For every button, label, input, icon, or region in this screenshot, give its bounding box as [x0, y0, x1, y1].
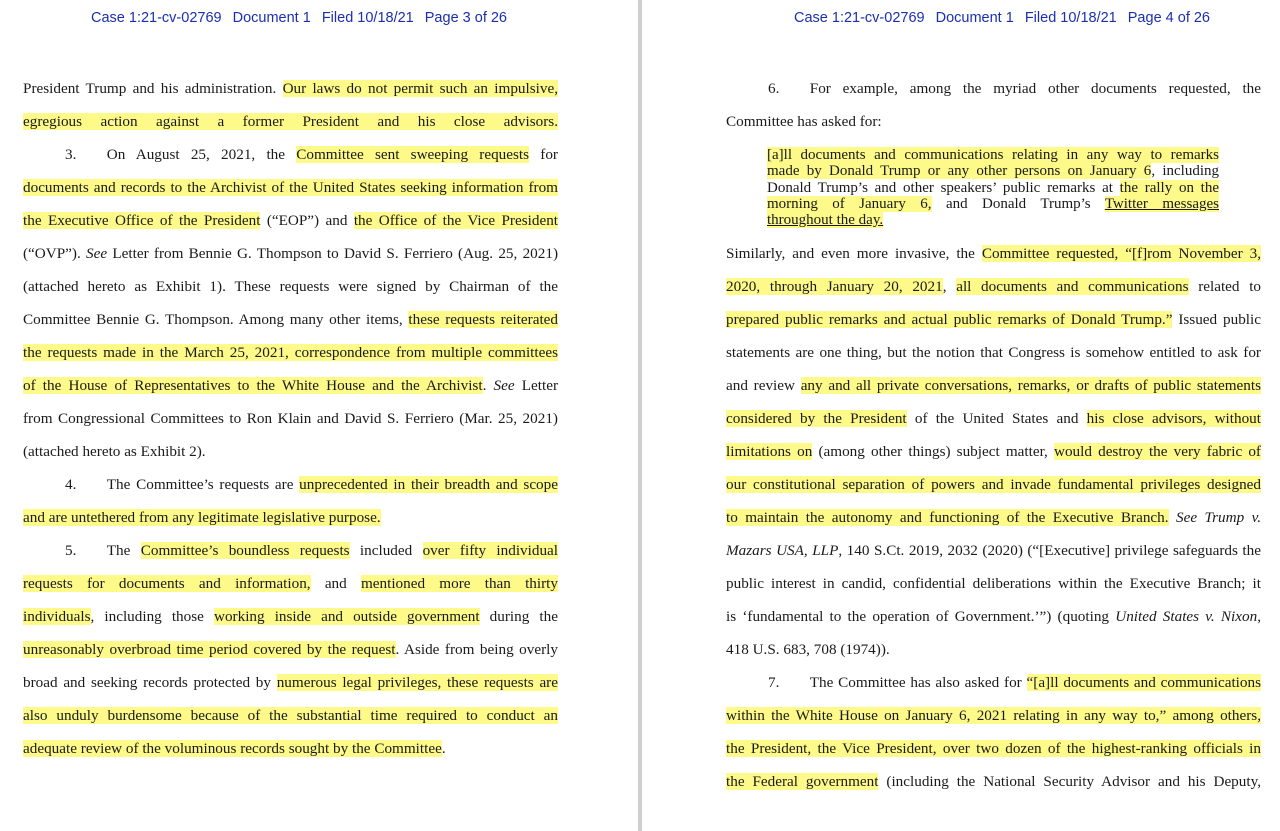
- highlighted-text: adequate review of the voluminous records sought by the Committee: [23, 740, 442, 757]
- text-segment: included: [349, 542, 423, 559]
- text-segment: from Congressional Committees to Ron Klain and David S. Ferriero (Mar. 25, 2021): [23, 410, 558, 427]
- text-segment: (among other things) subject matter,: [812, 443, 1054, 460]
- text-line: [23, 442, 558, 462]
- text-line: [23, 79, 558, 99]
- document-number: Document 1: [232, 10, 311, 26]
- text-segment: 6. For example, among the myriad other documents requested, the: [768, 80, 1261, 97]
- filed-date: Filed 10/18/21: [321, 10, 414, 26]
- text-segment: United States v. Nixon: [1115, 608, 1258, 625]
- text-segment: (including the National Security Advisor and his Deputy,: [878, 773, 1261, 790]
- text-line: [726, 706, 1261, 726]
- text-line: [726, 376, 1261, 396]
- text-segment: for: [529, 146, 558, 163]
- text-line: [726, 79, 1261, 99]
- text-segment: statements are one thing, but the notion that Congress is somehow entitled to ask for: [726, 344, 1261, 361]
- highlighted-text: numerous legal privileges, these requests are: [276, 674, 558, 691]
- text-segment: Letter from Bennie G. Thompson to David S. Ferriero (Aug. 25, 2021): [107, 245, 558, 262]
- text-segment: See: [493, 377, 515, 394]
- text-line: [23, 706, 558, 726]
- text-line: [767, 180, 1219, 197]
- text-segment: Similarly, and even more invasive, the: [726, 245, 982, 262]
- text-line: [23, 607, 558, 627]
- text-line: [23, 211, 558, 231]
- highlighted-text: morning of January 6,: [767, 196, 932, 212]
- highlighted-text: Twitter messages: [1104, 196, 1219, 212]
- text-line: [23, 739, 558, 759]
- text-line: [23, 343, 558, 363]
- text-segment: (“EOP”) and: [260, 212, 354, 229]
- text-line: [23, 277, 558, 297]
- highlighted-text: to maintain the autonomy and functioning of the Executive Branch.: [726, 509, 1169, 526]
- highlighted-text: the Federal government: [726, 773, 879, 790]
- text-segment: .: [482, 377, 494, 394]
- highlighted-text: Committee requested, “[f]rom November 3,: [981, 245, 1261, 262]
- highlighted-text: over fifty individual: [422, 542, 558, 559]
- text-segment: See Trump v.: [1176, 509, 1262, 526]
- highlighted-text: any and all private conversations, remarks, or drafts of public statements: [800, 377, 1261, 394]
- text-line: [23, 310, 558, 330]
- highlighted-text: mentioned more than thirty: [360, 575, 558, 592]
- filed-date: Filed 10/18/21: [1024, 10, 1117, 26]
- text-segment: ,: [1257, 608, 1261, 625]
- text-line: [23, 376, 558, 396]
- highlighted-text: the Executive Office of the President: [23, 212, 261, 229]
- highlighted-text: Committee’s boundless requests: [140, 542, 350, 559]
- highlighted-text: made by Donald Trump or any other persons on January 6: [767, 163, 1152, 179]
- highlighted-text: [a]ll documents and communications relating in any way to remarks: [767, 147, 1219, 163]
- text-line: [726, 475, 1261, 495]
- highlighted-text: considered by the President: [726, 410, 907, 427]
- text-line: [726, 409, 1261, 429]
- highlighted-text: and are untethered from any legitimate legislative purpose.: [23, 509, 381, 526]
- text-segment: , 140 S.Ct. 2019, 2032 (2020) (“[Executive] privilege safeguards the: [838, 542, 1261, 559]
- text-line: [726, 244, 1261, 264]
- page-header: [0, 10, 638, 26]
- highlighted-text: unprecedented in their breadth and scope: [299, 476, 558, 493]
- highlighted-text: documents and records to the Archivist of the United States seeking information from: [23, 179, 558, 196]
- highlighted-text: unreasonably overbroad time period covered by the request: [23, 641, 396, 658]
- highlighted-text: also unduly burdensome because of the substantial time required to conduct an: [23, 707, 558, 724]
- text-segment: and: [310, 575, 361, 592]
- document-page-right: [642, 0, 1280, 831]
- text-segment: Donald Trump’s and other speakers’ public remarks at: [767, 180, 1120, 196]
- text-line: [23, 640, 558, 660]
- text-segment: is ‘fundamental to the operation of Government.’”) (quoting: [726, 608, 1116, 625]
- text-line: [23, 541, 558, 561]
- text-line: [726, 541, 1261, 561]
- text-line: [726, 673, 1261, 693]
- highlighted-text: these requests reiterated: [408, 311, 559, 328]
- document-page-left: [0, 0, 638, 831]
- text-segment: and Donald Trump’s: [931, 196, 1105, 212]
- page-header: [642, 10, 1280, 26]
- highlighted-text: throughout the day.: [767, 212, 884, 228]
- highlighted-text: limitations on: [726, 443, 813, 460]
- text-line: [767, 147, 1219, 164]
- highlighted-text: the requests made in the March 25, 2021, correspondence from multiple committees: [23, 344, 558, 361]
- text-segment: 3. On August 25, 2021, the: [65, 146, 297, 163]
- document-number: Document 1: [935, 10, 1014, 26]
- text-line: [23, 475, 558, 495]
- highlighted-text: would destroy the very fabric of: [1053, 443, 1261, 460]
- text-segment: . Aside from being overly: [395, 641, 558, 658]
- highlighted-text: individuals: [23, 608, 91, 625]
- text-line: [726, 310, 1261, 330]
- text-segment: 418 U.S. 683, 708 (1974)).: [726, 641, 890, 658]
- text-segment: Committee Bennie G. Thompson. Among many other items,: [23, 311, 409, 328]
- highlighted-text: of the House of Representatives to the White House and the Archivist: [23, 377, 483, 394]
- text-segment: of the United States and: [906, 410, 1087, 427]
- text-line: [23, 574, 558, 594]
- text-segment: See: [86, 245, 108, 262]
- text-line: [23, 508, 558, 528]
- highlighted-text: “[a]ll documents and communications: [1026, 674, 1261, 691]
- case-number: Case 1:21-cv-02769: [91, 10, 222, 26]
- text-segment: public interest in candid, confidential deliberations within the Executive Branch; it: [726, 575, 1261, 592]
- text-line: [726, 508, 1261, 528]
- highlighted-text: Committee sent sweeping requests: [296, 146, 530, 163]
- text-segment: Committee has asked for:: [726, 113, 882, 130]
- highlighted-text: the President, the Vice President, over two dozen of the highest-ranking officials in: [726, 740, 1261, 757]
- text-segment: and review: [726, 377, 801, 394]
- text-segment: 4. The Committee’s requests are: [65, 476, 300, 493]
- highlighted-text: Our laws do not permit such an impulsive,: [282, 80, 558, 97]
- page-number: Page 3 of 26: [424, 10, 508, 26]
- text-segment: , including those: [90, 608, 214, 625]
- highlighted-text: all documents and communications: [956, 278, 1189, 295]
- text-segment: .: [441, 740, 446, 757]
- text-line: [767, 196, 1219, 213]
- text-line: [726, 607, 1261, 627]
- text-segment: 5. The: [65, 542, 141, 559]
- text-line: [726, 277, 1261, 297]
- text-line: [767, 212, 1219, 229]
- highlighted-text: his close advisors, without: [1086, 410, 1261, 427]
- text-segment: , including: [1151, 163, 1219, 179]
- text-segment: during the: [479, 608, 558, 625]
- page-number: Page 4 of 26: [1127, 10, 1211, 26]
- text-line: [23, 244, 558, 264]
- highlighted-text: working inside and outside government: [214, 608, 480, 625]
- text-line: [726, 112, 1261, 132]
- highlighted-text: the rally on the: [1119, 180, 1220, 196]
- text-segment: Mazars USA, LLP: [726, 542, 839, 559]
- text-line: [23, 112, 558, 132]
- text-segment: (attached hereto as Exhibit 1). These requests were signed by Chairman of the: [23, 278, 558, 295]
- text-line: [23, 673, 558, 693]
- highlighted-text: prepared public remarks and actual public remarks of Donald Trump.”: [726, 311, 1173, 328]
- text-segment: Issued public: [1172, 311, 1261, 328]
- text-segment: President Trump and his administration.: [23, 80, 283, 97]
- text-segment: broad and seeking records protected by: [23, 674, 277, 691]
- highlighted-text: egregious action against a former President and his close advisors.: [23, 113, 558, 130]
- text-line: [726, 574, 1261, 594]
- text-line: [726, 442, 1261, 462]
- text-line: [23, 178, 558, 198]
- text-line: [23, 145, 558, 165]
- text-segment: related to: [1188, 278, 1262, 295]
- text-line: [726, 343, 1261, 363]
- text-line: [726, 772, 1261, 792]
- text-segment: [1169, 509, 1176, 526]
- text-segment: (“OVP”).: [23, 245, 87, 262]
- highlighted-text: the Office of the Vice President: [353, 212, 559, 229]
- highlighted-text: 2020, through January 20, 2021: [726, 278, 943, 295]
- text-segment: ,: [942, 278, 957, 295]
- highlighted-text: within the White House on January 6, 2021 relating in any way to,” among others,: [726, 707, 1261, 724]
- text-line: [23, 409, 558, 429]
- text-segment: Letter: [514, 377, 559, 394]
- text-line: [726, 739, 1261, 759]
- text-segment: 7. The Committee has also asked for: [768, 674, 1027, 691]
- highlighted-text: requests for documents and information,: [23, 575, 311, 592]
- case-number: Case 1:21-cv-02769: [794, 10, 925, 26]
- highlighted-text: our constitutional separation of powers and invade fundamental privileges designed: [726, 476, 1261, 493]
- text-line: [767, 163, 1219, 180]
- text-line: [726, 640, 1261, 660]
- text-segment: (attached hereto as Exhibit 2).: [23, 443, 206, 460]
